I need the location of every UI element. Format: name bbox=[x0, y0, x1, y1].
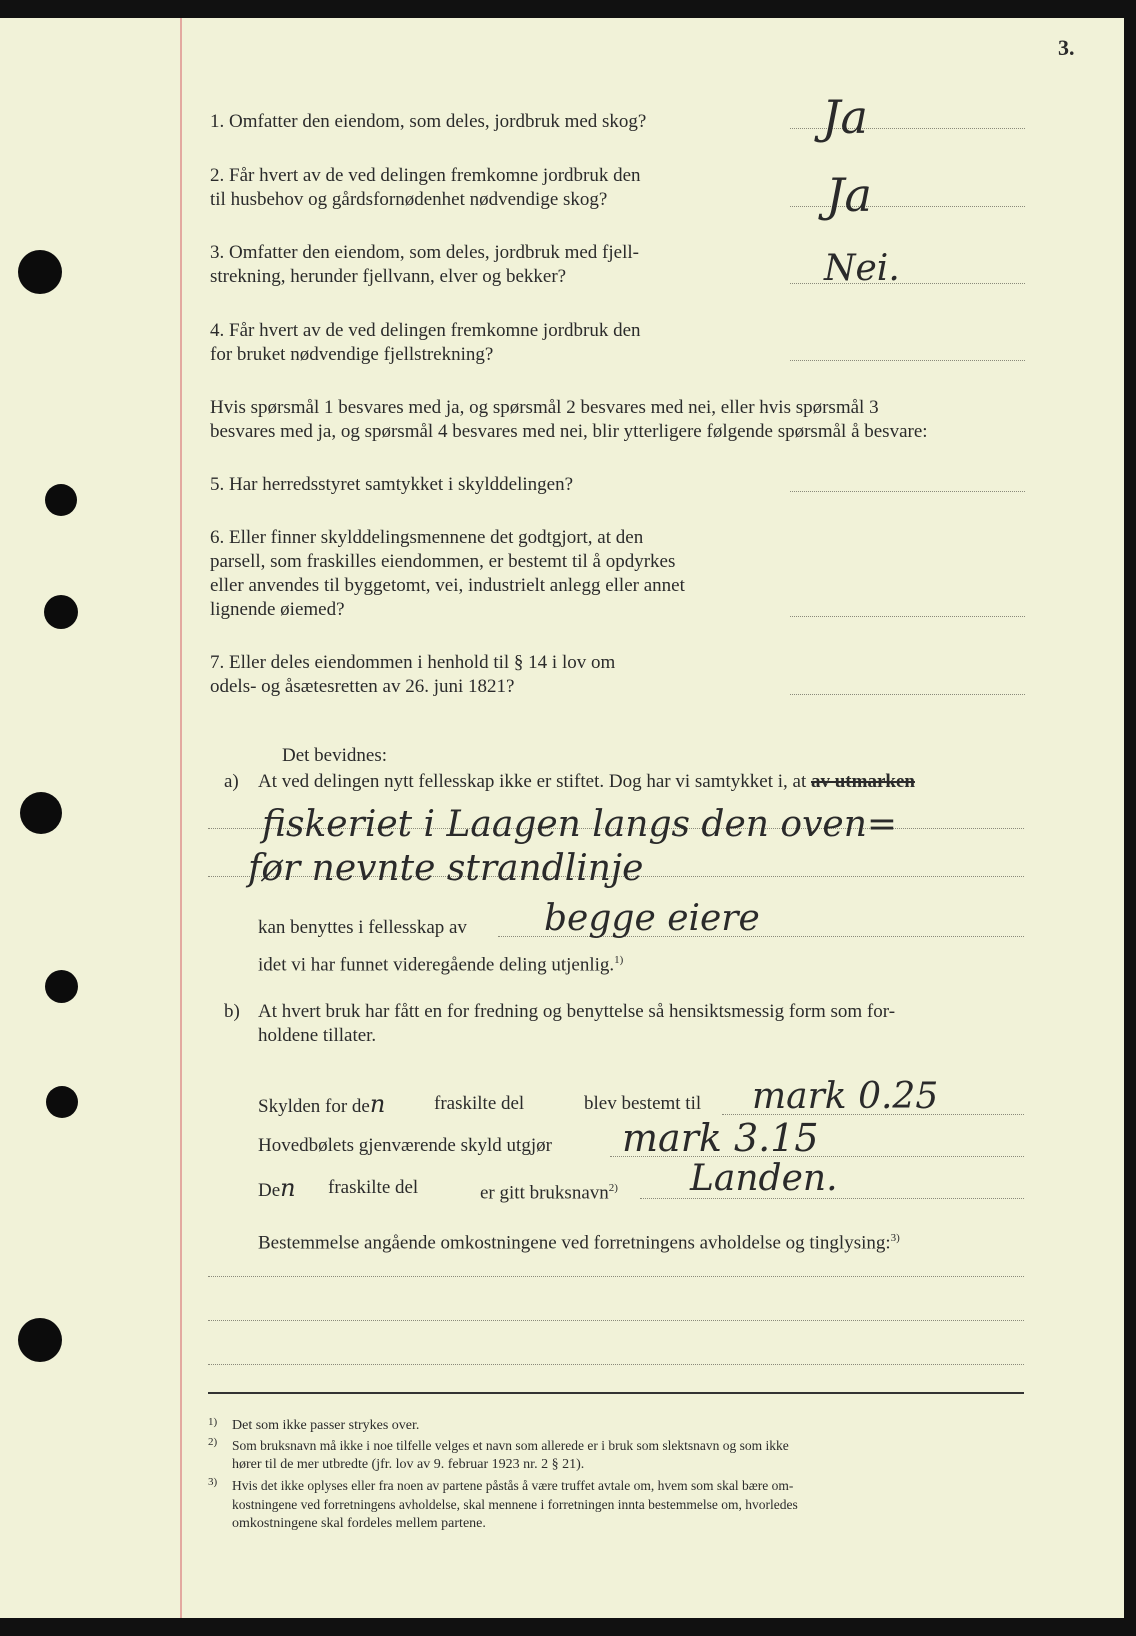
question-line: 1. Omfatter den eiendom, som deles, jordbruk med skog? bbox=[210, 111, 647, 132]
answer-line bbox=[790, 616, 1025, 617]
footnote-separator bbox=[208, 1392, 1024, 1394]
answer-line bbox=[790, 360, 1025, 361]
footnote-line: omkostningene skal fordeles mellem partene. bbox=[232, 1516, 486, 1531]
bestemmelse-label: Bestemmelse angående omkostningene ved forretningens avholdelse og tinglysing: bbox=[258, 1232, 891, 1254]
footnote-line: Hvis det ikke oplyses eller fra noen av partene påstås å være truffet avtale om, hvem som skal bære om- bbox=[232, 1478, 794, 1493]
bevidnes-heading: Det bevidnes: bbox=[282, 745, 388, 766]
item-a-text bbox=[258, 770, 915, 794]
page-number: 3. bbox=[1058, 35, 1075, 60]
question-line: 4. Får hvert av de ved delingen fremkomne jordbruk den bbox=[210, 320, 641, 341]
handwritten-line-2: før nevnte strandlinje bbox=[248, 848, 644, 889]
idet-line bbox=[258, 948, 623, 977]
fill-line bbox=[208, 1364, 1024, 1365]
question-3 bbox=[210, 241, 788, 289]
handwritten-answer-1: Ja bbox=[822, 90, 868, 144]
footnote-ref: 3) bbox=[890, 1232, 900, 1244]
question-line: 5. Har herredsstyret samtykket i skylddelingen? bbox=[210, 474, 574, 495]
bruk-label-b: fraskilte del bbox=[328, 1177, 419, 1198]
document-page bbox=[0, 18, 1124, 1618]
footnote-line: Som bruksnavn må ikke i noe tilfelle velges et navn som allerede er i bruk som slektsnavn og som ikke bbox=[232, 1438, 789, 1453]
handwritten-skyld: mark 0.25 bbox=[752, 1076, 939, 1117]
bruk-label-c bbox=[480, 1176, 618, 1205]
question-line: 7. Eller deles eiendommen i henhold til § 14 i lov om bbox=[210, 652, 616, 673]
question-6 bbox=[210, 526, 788, 622]
handwritten-line-1: fiskeriet i Laagen langs den oven= bbox=[262, 804, 898, 845]
footnote-line: Det som ikke passer strykes over. bbox=[232, 1418, 420, 1433]
skyld-label-a bbox=[258, 1092, 385, 1119]
binder-hole bbox=[20, 792, 62, 834]
skyld-label-b: fraskilte del bbox=[434, 1093, 525, 1114]
item-b-line: At hvert bruk har fått en for fredning og benyttelse så hensiktsmessig form som for- bbox=[258, 1001, 896, 1022]
item-b-text bbox=[258, 1000, 1026, 1048]
question-4 bbox=[210, 319, 788, 367]
question-line: 2. Får hvert av de ved delingen fremkomne jordbruk den bbox=[210, 165, 641, 186]
binder-hole bbox=[44, 595, 78, 629]
footnote-ref: 1) bbox=[614, 954, 624, 966]
footnote-line: hører til de mer utbredte (jfr. lov av 9. februar 1923 nr. 2 § 21). bbox=[232, 1457, 585, 1472]
footnote-mark: 2) bbox=[208, 1436, 218, 1448]
item-b-line: holdene tillater. bbox=[258, 1025, 377, 1046]
item-b-marker: b) bbox=[224, 1001, 240, 1022]
item-a-marker: a) bbox=[224, 771, 239, 792]
conditional-line: Hvis spørsmål 1 besvares med ja, og spørsmål 2 besvares med nei, eller hvis spørsmål 3 bbox=[210, 397, 879, 418]
skyld-label-c: blev bestemt til bbox=[584, 1093, 702, 1114]
fill-line bbox=[208, 1276, 1024, 1277]
handwritten-bruksnavn: Landen. bbox=[690, 1158, 838, 1199]
bruk-label-text: er gitt bruksnavn bbox=[480, 1182, 609, 1204]
handwritten-suffix: n bbox=[369, 1090, 386, 1118]
kan-label: kan benyttes i fellesskap av bbox=[258, 917, 467, 938]
binder-hole bbox=[45, 970, 78, 1003]
question-7 bbox=[210, 651, 788, 699]
bestemmelse-line bbox=[258, 1226, 900, 1255]
handwritten-answer-2: Ja bbox=[826, 168, 872, 222]
binder-hole bbox=[18, 250, 62, 294]
binder-hole bbox=[18, 1318, 62, 1362]
binder-hole bbox=[45, 484, 77, 516]
conditional-line: besvares med ja, og spørsmål 4 besvares med nei, blir ytterligere følgende spørsmål å besvare: bbox=[210, 421, 928, 442]
question-line: eller anvendes til byggetomt, vei, industrielt anlegg eller annet bbox=[210, 575, 685, 596]
conditional-paragraph bbox=[210, 396, 1026, 444]
struck-text: av utmarken bbox=[810, 771, 915, 792]
answer-line bbox=[790, 694, 1025, 695]
item-a-sentence: At ved delingen nytt fellesskap ikke er stiftet. Dog har vi samtykket i, at bbox=[258, 771, 807, 792]
handwritten-kan: begge eiere bbox=[544, 898, 760, 939]
handwritten-suffix: n bbox=[280, 1174, 296, 1202]
answer-line bbox=[790, 491, 1025, 492]
fill-line bbox=[208, 1320, 1024, 1321]
question-line: strekning, herunder fjellvann, elver og bekker? bbox=[210, 266, 567, 287]
footnote-mark: 3) bbox=[208, 1476, 218, 1488]
question-line: for bruket nødvendige fjellstrekning? bbox=[210, 344, 494, 365]
question-line: parsell, som fraskilles eiendommen, er bestemt til å opdyrkes bbox=[210, 551, 676, 572]
question-line: odels- og åsætesretten av 26. juni 1821? bbox=[210, 676, 515, 697]
handwritten-hoved: mark 3.15 bbox=[622, 1116, 819, 1160]
question-1 bbox=[210, 110, 788, 134]
question-line: til husbehov og gårdsfornødenhet nødvendige skog? bbox=[210, 189, 608, 210]
question-line: lignende øiemed? bbox=[210, 599, 345, 620]
margin-rule bbox=[180, 18, 182, 1618]
handwritten-answer-3: Nei. bbox=[824, 248, 900, 289]
footnote-ref: 2) bbox=[608, 1182, 618, 1194]
question-line: 6. Eller finner skylddelingsmennene det godtgjort, at den bbox=[210, 527, 644, 548]
footnote-line: kostningene ved forretningens avholdelse, skal mennene i forretningen innta bestemmelse om, hvorledes bbox=[232, 1497, 798, 1512]
bruk-label-text: De bbox=[258, 1180, 281, 1201]
question-2 bbox=[210, 164, 788, 212]
question-line: 3. Omfatter den eiendom, som deles, jordbruk med fjell- bbox=[210, 242, 639, 263]
idet-label: idet vi har funnet videregående deling utjenlig. bbox=[258, 954, 615, 976]
hoved-label: Hovedbølets gjenværende skyld utgjør bbox=[258, 1135, 552, 1156]
skyld-label-text: Skylden for de bbox=[258, 1096, 370, 1117]
question-5 bbox=[210, 473, 788, 497]
binder-hole bbox=[46, 1086, 78, 1118]
bruk-label-a bbox=[258, 1176, 296, 1203]
footnote-mark: 1) bbox=[208, 1416, 218, 1428]
